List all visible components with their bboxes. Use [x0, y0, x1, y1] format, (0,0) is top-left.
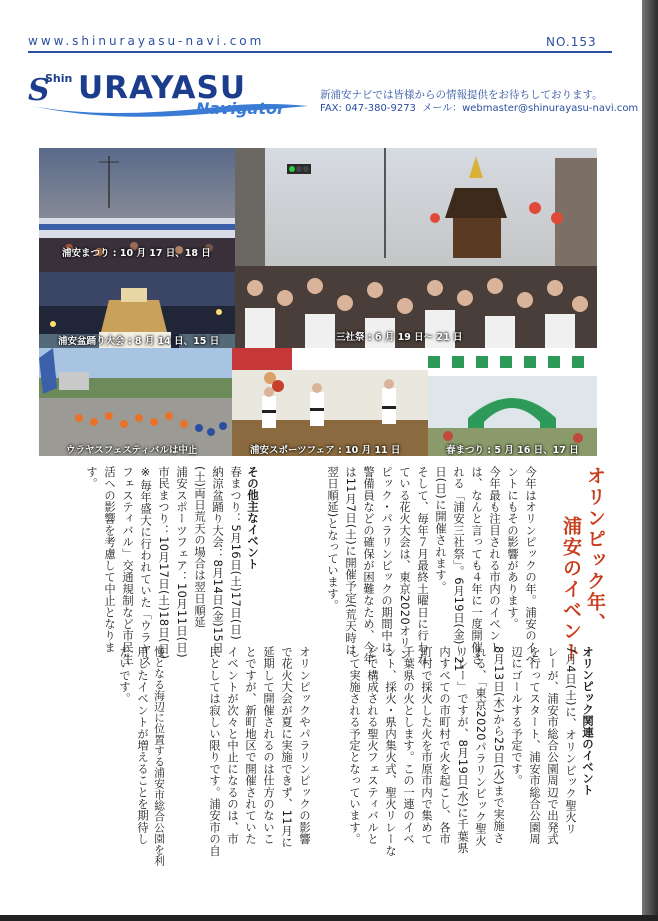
headline-line-2: 浦安のイベント	[560, 516, 582, 663]
other-events-col: 春まつり：5月16日(土)17日(日)	[229, 466, 242, 641]
photo-caption: 浦安スポーツフェア : 10 月 11 日	[250, 445, 401, 456]
article-intro-col: そして、毎年７月最終土曜日に行われ	[416, 466, 429, 665]
other-events-col: 活への影響を考慮して中止となりま	[103, 466, 116, 654]
olympic-events-col: どで構成される聖火フェスティバルと	[366, 646, 379, 845]
photo-haru-matsuri	[428, 348, 597, 456]
olympic-events-col: 千葉県の火とします。この一連のイベ	[402, 646, 415, 845]
olympic-events-col: を行ってスタート、浦安市総合公園周	[528, 646, 541, 845]
olympic-events-heading: オリンピック関連のイベント	[581, 646, 595, 796]
article-intro-col: れる「浦安三社祭」。6月19日(金)～21	[452, 466, 465, 672]
article-intro-col: は11月7日(土)に開催予定(荒天時は	[344, 466, 357, 656]
page-shadow-bottom	[0, 915, 658, 921]
svg-text:URAYASU: URAYASU	[78, 70, 247, 106]
other-events-col: 市民まつり：10月17日(土)18日(日)	[157, 466, 170, 660]
closing-col: たいです。	[118, 646, 131, 705]
fax-number: FAX: 047-380-9273	[320, 103, 416, 114]
page-shadow-right	[642, 0, 658, 921]
photo-sanjasai	[235, 148, 597, 348]
article-intro-col: 翌日順延)となっています。	[326, 466, 339, 612]
other-events-col: (土)両日荒天の場合は翌日順延	[193, 466, 206, 628]
closing-col: 用したイベントが増えることを期待し	[136, 646, 149, 845]
tagline: 新浦安ナビでは皆様からの情報提供をお待ちしております。	[320, 89, 603, 101]
headline-line-1: オリンピック年、	[584, 466, 606, 634]
mail-label: メール：	[422, 103, 463, 114]
closing-col: 民としては寂しい限りです。浦安市の自	[208, 646, 221, 857]
photo-urayasu-festival	[39, 348, 232, 456]
closing-col: とですが、新町地区で開催されていた	[244, 646, 257, 845]
olympic-events-col: れる、「東京2020パラリンピック聖火	[474, 646, 487, 847]
olympic-events-col: 8月13日(木)から25日(火)まで実施さ	[492, 646, 505, 844]
other-events-col: フェスティバル」交通規制など市民生	[121, 466, 134, 665]
article-intro-col: 今年はオリンピックの年。浦安のイベ	[524, 466, 537, 665]
photo-caption: 三社祭 : 6 月 19 日～ 21 日	[336, 332, 463, 343]
header-rule	[28, 51, 612, 53]
olympic-events-col: リレー」ですが、8月19日(水)に千葉県	[456, 646, 469, 854]
article-intro-col: 警備員などの確保が困難なため、今年	[362, 466, 375, 665]
olympic-events-col: 7月4日(土)に、オリンピック聖火リ	[564, 646, 577, 835]
other-events-col: 浦安スポーツフェア：10月11日(日)	[175, 466, 188, 659]
other-events-col: す。	[85, 466, 98, 490]
contact-email[interactable]: webmaster@shinurayasu-navi.com	[462, 103, 639, 114]
article-intro-col: ントにもその影響があります。	[506, 466, 519, 630]
svg-text:S: S	[28, 73, 50, 108]
photo-caption: 浦安盆踊り大会 : 8 月 14 日、15 日	[58, 336, 220, 347]
article-intro-col: 日(日)に開催されます。	[434, 466, 447, 593]
photo-caption: 春まつり : 5 月 16 日、17 日	[446, 445, 579, 456]
article-intro-col: 今年最も注目される市内のイベント	[488, 466, 501, 654]
svg-text:Shin: Shin	[45, 72, 73, 85]
olympic-events-col: 内すべての市町村で火を起こし、各市	[438, 646, 451, 845]
svg-text:Navigator: Navigator	[196, 99, 285, 118]
article-intro-col: ている花火大会は、東京2020オリン	[398, 466, 411, 661]
other-events-col: 納涼盆踊り大会：8月14日(金)15日	[211, 466, 224, 654]
issue-number: NO.153	[546, 35, 597, 49]
closing-col: 延期して開催されるのは仕方のないこ	[262, 646, 275, 845]
article-intro-col: は、なんと言っても４年に一度開催さ	[470, 466, 483, 665]
photo-caption: 浦安まつり : 10 月 17 日、18 日	[62, 248, 211, 259]
contact-line	[320, 102, 638, 116]
photo-sports-fair	[232, 348, 428, 456]
other-events-heading: その他主なイベント	[246, 466, 260, 570]
olympic-events-col: して実施される予定となっています。	[348, 646, 361, 845]
olympic-events-col: 辺にゴールする予定です。	[510, 646, 523, 787]
shinurayasu-logo	[26, 62, 311, 120]
olympic-events-col: 町村で採火した火を市原市内で集めて	[420, 646, 433, 845]
olympic-events-col: ント、採火・県内集火式、聖火リレーな	[384, 646, 397, 857]
closing-col: オリンピックやパラリンピックの影響	[298, 646, 311, 845]
closing-col: イベントが次々と中止になるのは、市	[226, 646, 239, 845]
olympic-events-col: レーが、浦安市総合公園周辺で出発式	[546, 646, 559, 845]
site-url[interactable]: www.shinurayasu-navi.com	[28, 34, 265, 48]
article-intro-col: ピック・パラリンピックの期間中は、	[380, 466, 393, 665]
closing-col: で花火大会が夏に実施できず、11月に	[280, 646, 293, 849]
closing-col: 慢となる海辺に位置する浦安市総合公園を利	[153, 646, 165, 866]
photo-caption: ウラヤスフェスティバルは中止	[66, 445, 198, 456]
other-events-col: ※毎年盛大に行われていた「ウラヤス	[139, 466, 152, 667]
